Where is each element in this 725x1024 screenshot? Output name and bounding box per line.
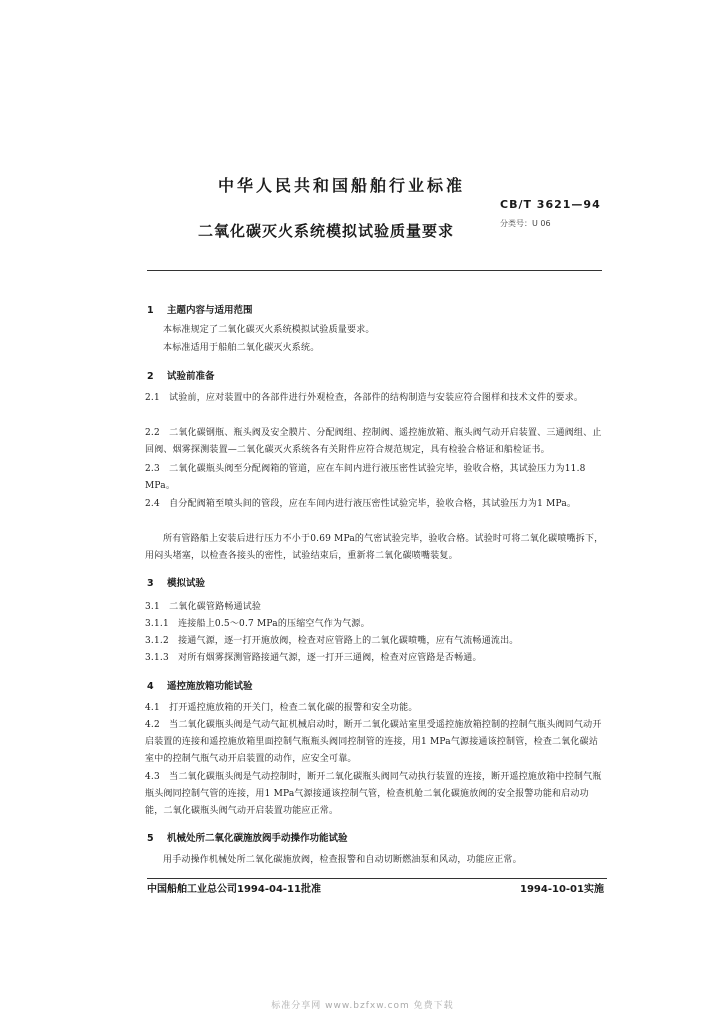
- footer-divider: [147, 878, 607, 879]
- paragraph: 3.1 二氧化碳管路畅通试验: [145, 602, 262, 612]
- standard-authority: 中华人民共和国船舶行业标准: [218, 176, 466, 195]
- section-title: 遥控施放箱功能试验: [167, 681, 253, 692]
- paragraph: 3.1.1 连接船上0.5～0.7 MPa的压缩空气作为气源。: [145, 619, 370, 629]
- paragraph: 本标准规定了二氧化碳灭火系统模拟试验质量要求。: [163, 325, 375, 335]
- section-4-heading: [147, 678, 253, 692]
- paragraph: 3.1.3 对所有烟雾探测管路接通气源，逐一打开三通阀，检查对应管路是否畅通。: [145, 653, 482, 663]
- document-title: 二氧化碳灭火系统模拟试验质量要求: [198, 222, 455, 240]
- section-number: 4: [147, 681, 154, 692]
- section-2-heading: [147, 368, 215, 382]
- classification-number: 分类号：U 06: [500, 219, 551, 228]
- paragraph: 2.2 二氧化碳钢瓶、瓶头阀及安全膜片、分配阀组、控制阀、遥控施放箱、瓶头阀气动开启装置、三通阀组、止回阀、烟雾探测装置—二氧化碳灭火系统各有关附件应符合规范规定，具有检验合格证和船检证书。: [145, 428, 602, 455]
- paragraph: 4.3 当二氧化碳瓶头阀是气动控制时，断开二氧化碳瓶头阀同气动执行装置的连接，断开遥控施放箱中控制气瓶瓶头阀同控制气管的连接，用1 MPa气源接通该控制气管，检查机舱二氧化碳施放阀的安全报警功能和启动功能，二氧化碳瓶头阀气动开启装置功能应正常。: [145, 772, 602, 816]
- section-number: 1: [147, 305, 154, 316]
- section-title: 模拟试验: [167, 578, 206, 589]
- section-title: 主题内容与适用范围: [167, 305, 253, 316]
- section-number: 5: [147, 833, 154, 844]
- paragraph: 3.1.2 接通气源，逐一打开施放阀，检查对应管路上的二氧化碳喷嘴，应有气流畅通流出。: [145, 636, 519, 646]
- section-3-heading: [147, 575, 205, 589]
- paragraph: 2.4 自分配阀箱至喷头间的管段，应在车间内进行液压密性试验完毕，验收合格，其试验压力为1 MPa。: [145, 499, 577, 509]
- paragraph: 所有管路船上安装后进行压力不小于0.69 MPa的气密试验完毕，验收合格。试验时可将二氧化碳喷嘴拆下，用闷头堵塞，以检查各接头的密性，试验结束后，重新将二氧化碳喷嘴装复。: [145, 534, 604, 561]
- paragraph: 2.3 二氧化碳瓶头阀至分配阀箱的管道，应在车间内进行液压密性试验完毕，验收合格，其试验压力为11.8 MPa。: [145, 464, 586, 491]
- standard-code: CB/T 3621—94: [500, 198, 601, 211]
- paragraph: 用手动操作机械处所二氧化碳施放阀，检查报警和自动切断燃油泵和风动，功能应正常。: [163, 855, 522, 865]
- section-1-heading: [147, 302, 253, 316]
- paragraph: 4.1 打开遥控施放箱的开关门，检查二氧化碳的报警和安全功能。: [145, 703, 418, 713]
- paragraph: 2.1 试验前，应对装置中的各部件进行外观检查，各部件的结构制造与安装应符合图样和技术文件的要求。: [145, 393, 584, 403]
- watermark: 标准分享网 www.bzfxw.com 免费下载: [271, 1001, 454, 1011]
- paragraph: 4.2 当二氧化碳瓶头阀是气动气缸机械启动时，断开二氧化碳站室里受遥控施放箱控制的控制气瓶头阀同气动开启装置的连接和遥控施放箱里面控制气瓶瓶头阀同控制管的连接，用1 MPa气源接通该控制管，检查二氧化碳站室中的控制气瓶气动开启装置的动作，应安全可靠。: [145, 720, 602, 764]
- paragraph: 本标准适用于船舶二氧化碳灭火系统。: [163, 343, 320, 353]
- header-divider: [147, 270, 602, 271]
- section-number: 3: [147, 578, 154, 589]
- section-number: 2: [147, 371, 154, 382]
- section-5-heading: [147, 830, 348, 844]
- section-title: 机械处所二氧化碳施放阀手动操作功能试验: [167, 833, 348, 844]
- effective-date: 1994-10-01实施: [520, 884, 604, 895]
- approval-note: 中国船舶工业总公司1994-04-11批准: [147, 884, 321, 895]
- section-title: 试验前准备: [167, 371, 215, 382]
